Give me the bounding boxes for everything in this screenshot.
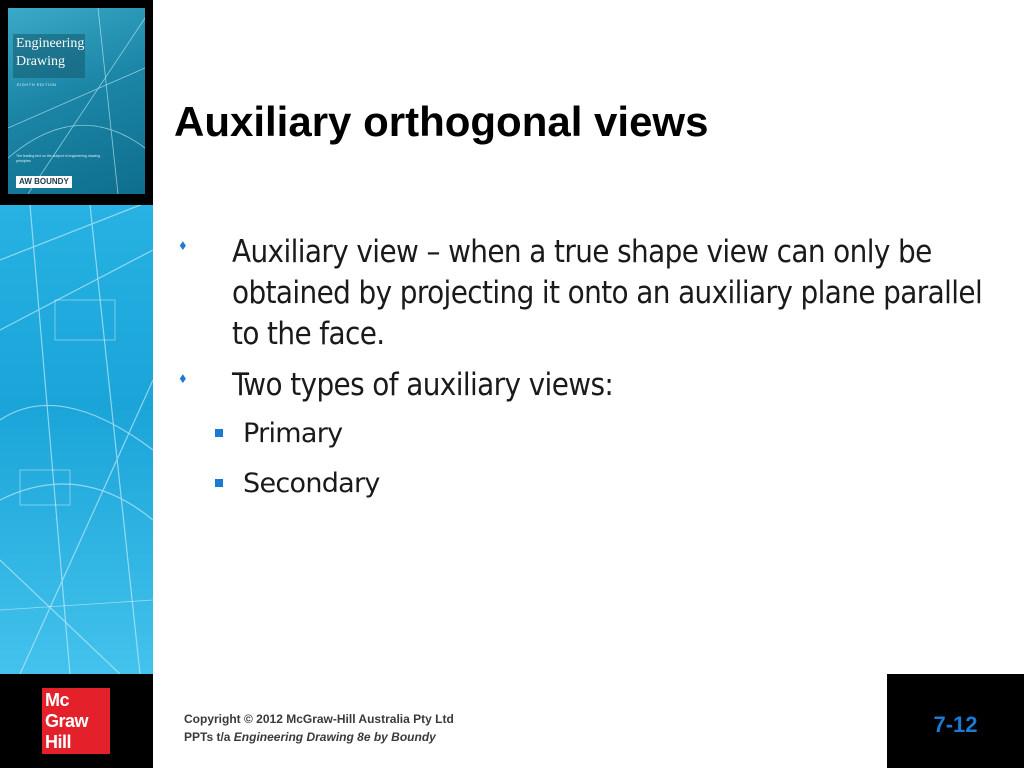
cover-title xyxy=(16,35,84,71)
mcgraw-hill-logo xyxy=(42,688,110,754)
cover-author: AW BOUNDY xyxy=(16,176,72,188)
sub-bullet-item xyxy=(174,466,994,502)
slide-title: Auxiliary orthogonal views xyxy=(174,98,709,145)
bullet-text: Auxiliary view – when a true shape view can only be obtained by projecting it onto an auxiliary plane parallel to the face. xyxy=(232,234,983,352)
copyright-line2 xyxy=(184,728,454,746)
sub-bullet-text: Primary xyxy=(243,418,343,449)
bullet-item xyxy=(174,365,994,406)
bullet-list xyxy=(174,232,994,516)
diamond-bullet-icon: ♦ xyxy=(178,239,188,253)
logo-line1: Mc xyxy=(45,690,70,710)
bullet-text: Two types of auxiliary views: xyxy=(232,367,614,403)
cover-title-line2: Drawing xyxy=(16,54,65,69)
cover-edition: EIGHTH EDITION xyxy=(17,82,57,87)
square-bullet-icon xyxy=(215,479,223,487)
book-cover-frame xyxy=(0,0,153,205)
page-number: 7-12 xyxy=(933,712,978,737)
sub-bullet-text: Secondary xyxy=(243,468,380,499)
copyright-notice xyxy=(184,710,454,746)
cover-title-line1: Engineering xyxy=(16,36,85,51)
diamond-bullet-icon: ♦ xyxy=(178,372,188,386)
book-cover xyxy=(8,8,145,194)
sub-bullet-item xyxy=(174,416,994,452)
square-bullet-icon xyxy=(215,429,223,437)
cover-blurb: The leading text on the subject of engineering drawing principles xyxy=(16,154,101,163)
bullet-item xyxy=(174,232,994,355)
copyright-line1: Copyright © 2012 McGraw-Hill Australia Pty Ltd xyxy=(184,712,454,726)
logo-line2: Graw xyxy=(45,711,89,731)
copyright-prefix: PPTs t/a xyxy=(184,730,234,744)
logo-line3: Hill xyxy=(45,732,72,752)
copyright-book-title: Engineering Drawing 8e by Boundy xyxy=(233,730,436,744)
